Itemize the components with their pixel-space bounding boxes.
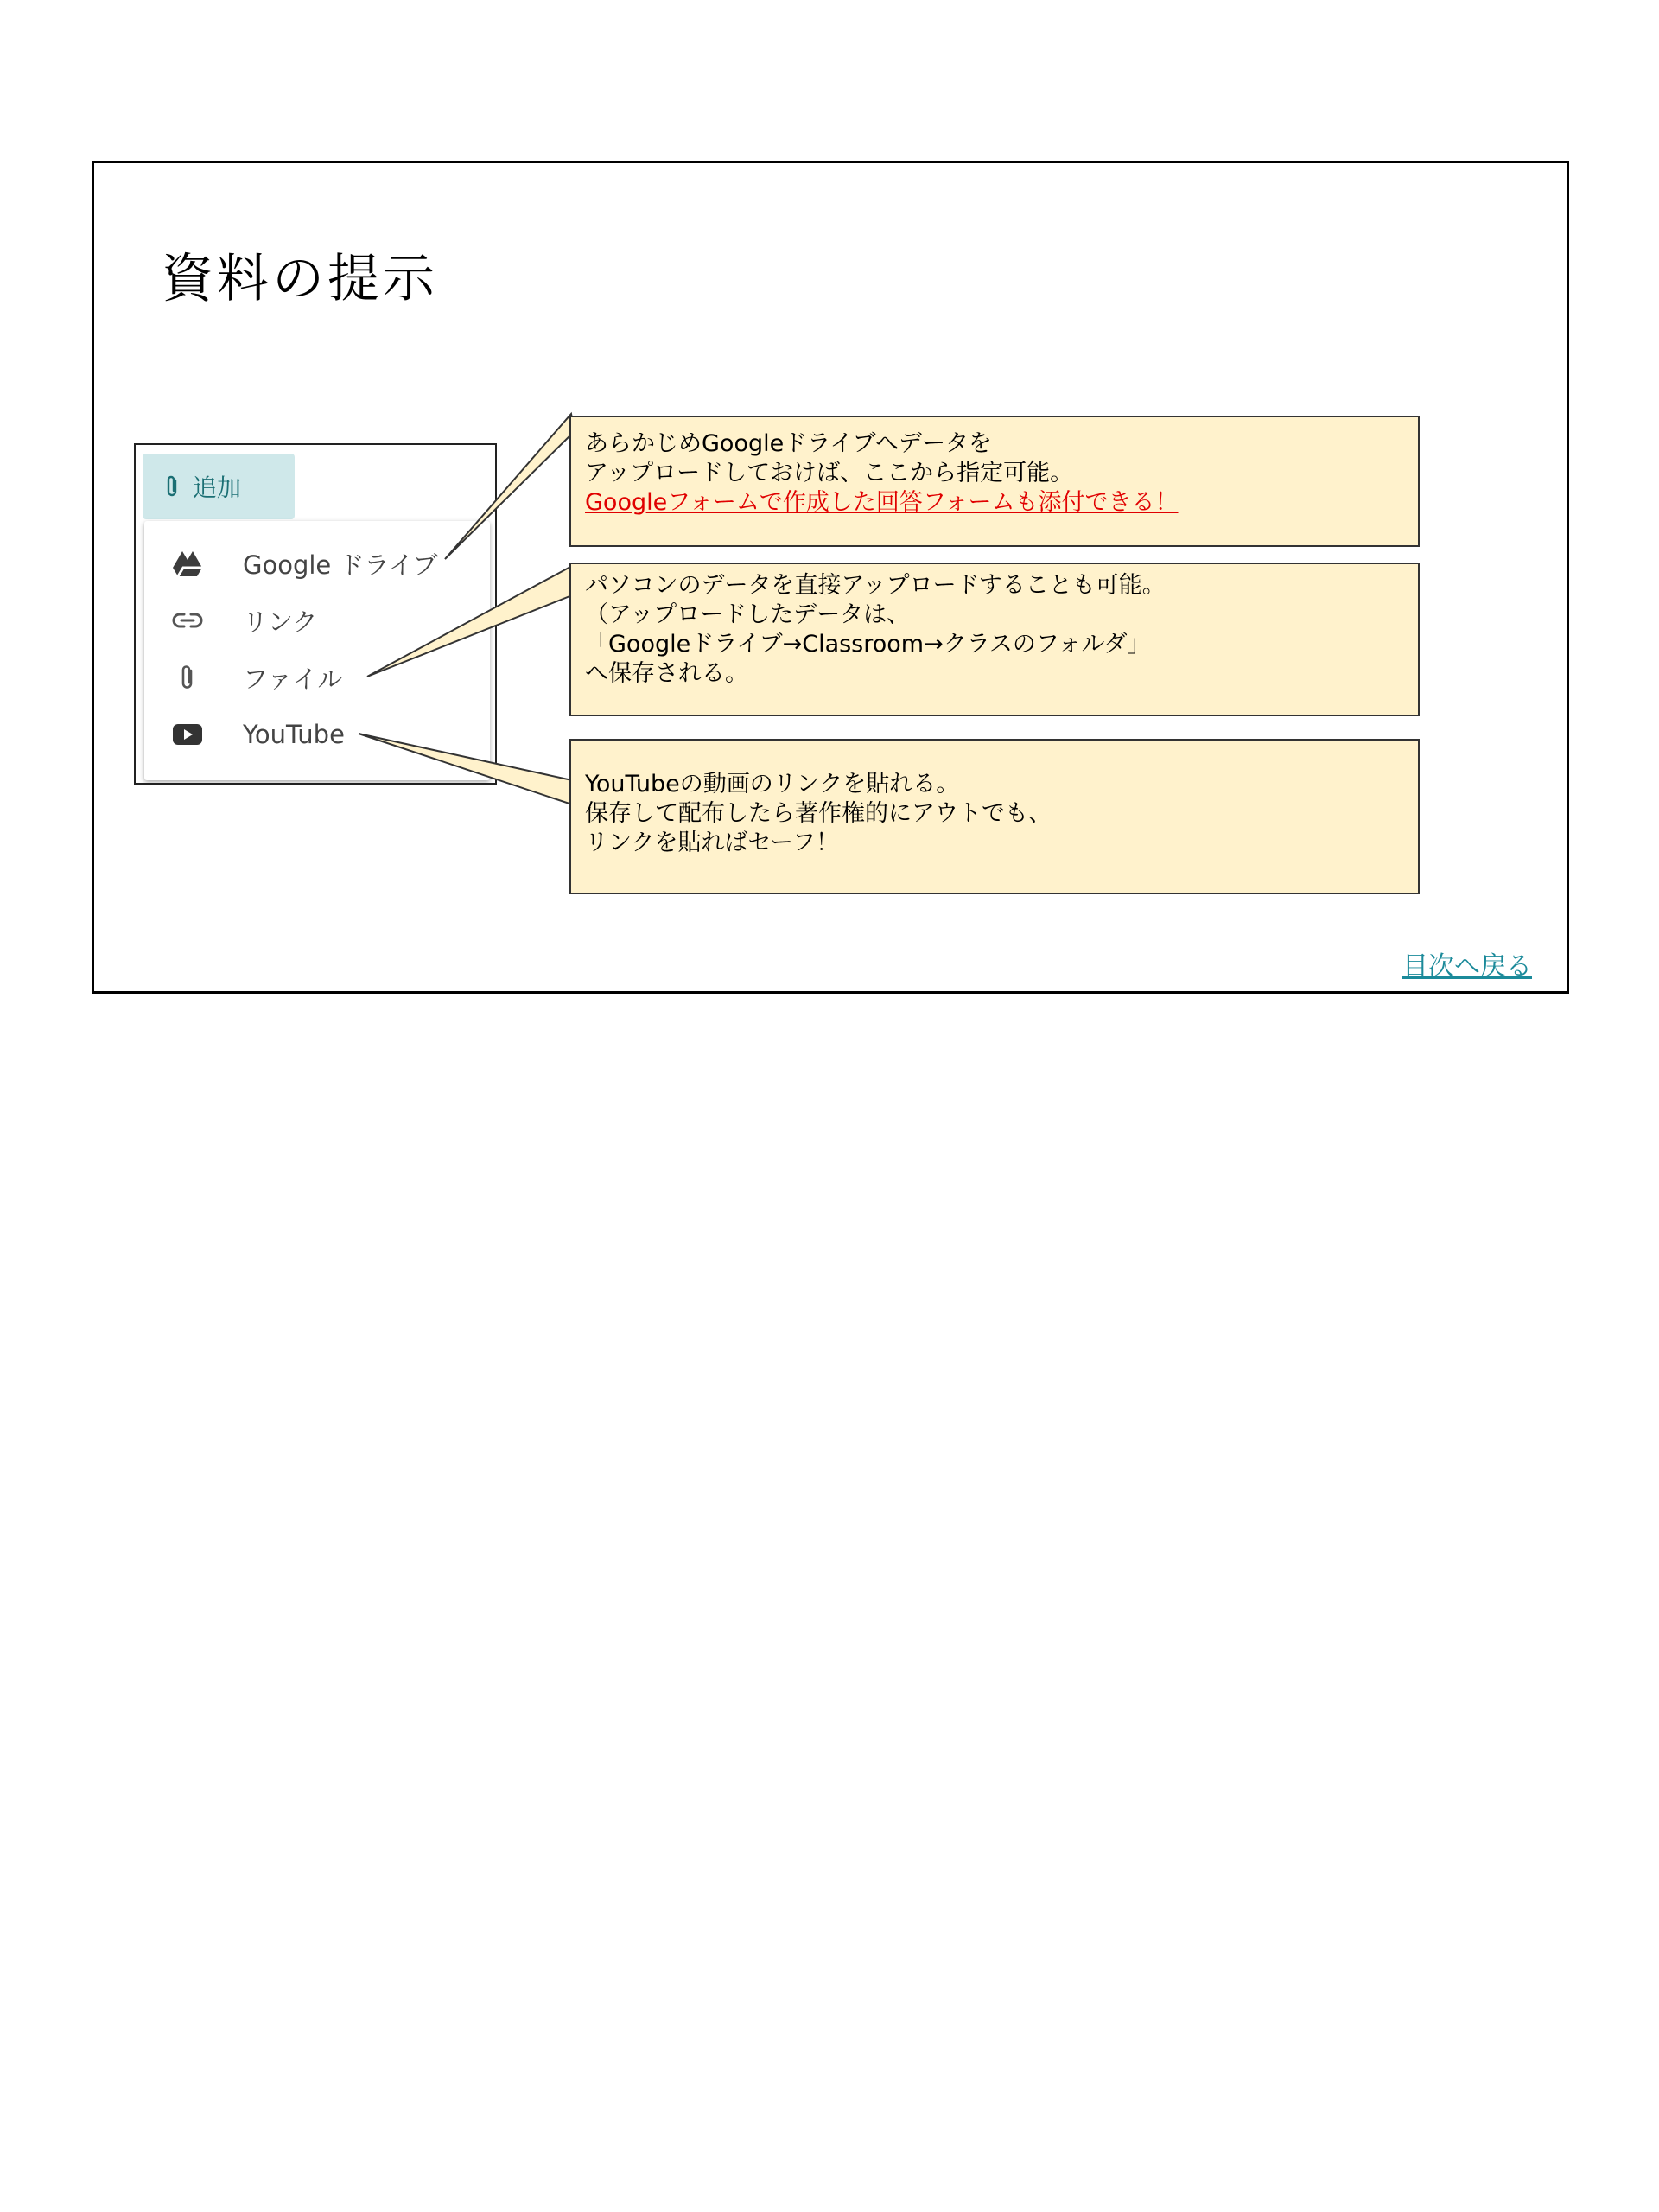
callout-text: あらかじめGoogleドライブへデータを: [585, 430, 993, 457]
callout-text: アップロードしておけば、ここから指定可能。: [585, 460, 1074, 486]
callout-highlight: Googleフォームで作成した回答フォームも添付できる！: [585, 489, 1179, 516]
menu-item-label: Google ドライブ: [243, 550, 438, 580]
menu-item-label: リンク: [243, 607, 318, 637]
menu-item-label: ファイル: [243, 664, 343, 694]
toc-back-link[interactable]: 目次へ戻る: [1402, 951, 1532, 982]
slide: [92, 161, 1569, 994]
menu-item-label: YouTube: [243, 720, 345, 749]
callout-text: 保存して配布したら著作権的にアウトでも、: [585, 800, 1052, 827]
callout-2-pointer: [367, 566, 572, 677]
callout-file: [569, 563, 1420, 716]
callout-1-pointer: [445, 414, 575, 559]
add-button-label: 追加: [193, 474, 242, 502]
slide-title: 資料の提示: [162, 249, 438, 309]
callout-text: パソコンのデータを直接アップロードすることも可能。: [585, 572, 1166, 599]
callout-3-pointer: [359, 734, 572, 804]
callout-text: へ保存される。: [585, 660, 748, 687]
callout-text: YouTubeの動画のリンクを貼れる。: [585, 771, 960, 798]
callout-youtube: [569, 739, 1420, 894]
callout-text: リンクを貼ればセーフ！: [585, 830, 840, 856]
callout-text: 「Googleドライブ→Classroom→クラスのフォルダ」: [585, 631, 1151, 658]
callout-text: （アップロードしたデータは、: [585, 601, 911, 628]
callout-google-drive: [569, 416, 1420, 547]
